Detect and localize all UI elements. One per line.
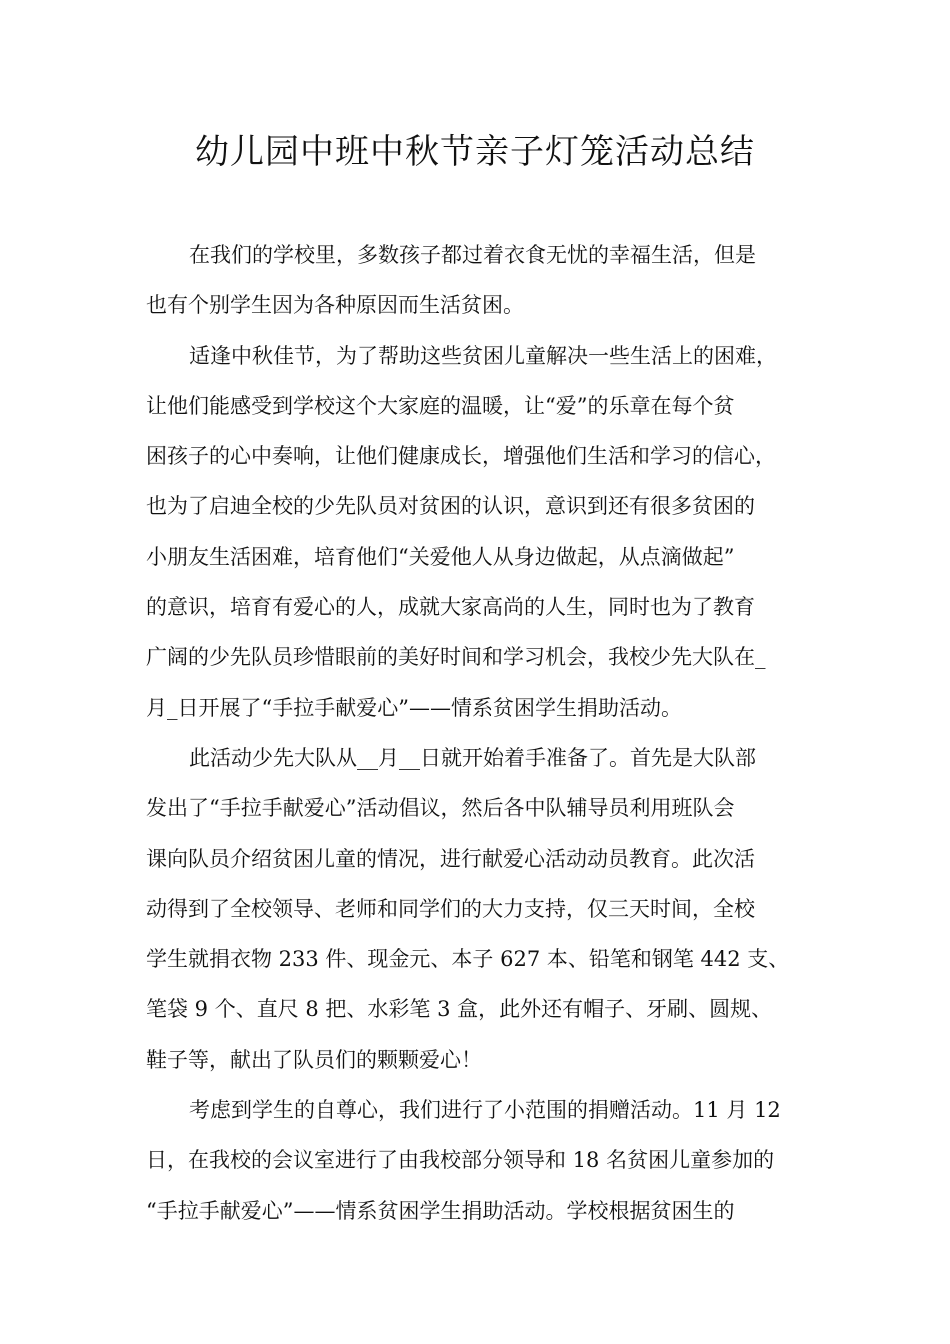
- body-line: 日，在我校的会议室进行了由我校部分领导和 18 名贫困儿童参加的: [146, 1148, 775, 1173]
- body-line: 困孩子的心中奏响，让他们健康成长，增强他们生活和学习的信心，: [146, 444, 776, 469]
- body-line: 月_日开展了“手拉手献爱心”——情系贫困学生捐助活动。: [146, 695, 682, 720]
- body-line: 在我们的学校里，多数孩子都过着衣食无忧的幸福生活，但是: [189, 243, 756, 267]
- document-title: 幼儿园中班中秋节亲子灯笼活动总结: [195, 132, 755, 172]
- body-line: 考虑到学生的自尊心，我们进行了小范围的捐赠活动。11 月 12: [189, 1098, 781, 1123]
- body-line: 课向队员介绍贫困儿童的情况，进行献爱心活动动员教育。此次活: [146, 846, 755, 871]
- body-line: 动得到了全校领导、老师和同学们的大力支持，仅三天时间，全校: [146, 896, 755, 921]
- body-line: 也有个别学生因为各种原因而生活贫困。: [146, 293, 524, 318]
- body-line: 让他们能感受到学校这个大家庭的温暖，让“爱”的乐章在每个贫: [146, 393, 735, 418]
- body-line: 也为了启迪全校的少先队员对贫困的认识，意识到还有很多贫困的: [146, 494, 755, 519]
- body-line: 小朋友生活困难，培育他们“关爱他人从身边做起，从点滴做起”: [146, 544, 735, 569]
- body-line: 学生就捐衣物 233 件、现金元、本子 627 本、铅笔和钢笔 442 支、: [146, 947, 790, 972]
- document-body: [146, 230, 814, 1236]
- body-line: 鞋子等，献出了队员们的颗颗爱心！: [146, 1047, 482, 1072]
- body-line: 笔袋 9 个、直尺 8 把、水彩笔 3 盒，此外还有帽子、牙刷、圆规、: [146, 997, 773, 1022]
- body-line: 发出了“手拉手献爱心”活动倡议，然后各中队辅导员利用班队会: [146, 796, 735, 821]
- body-line: 此活动少先大队从__月__日就开始着手准备了。首先是大队部: [189, 745, 756, 770]
- body-line: 广阔的少先队员珍惜眼前的美好时间和学习机会，我校少先大队在_: [146, 645, 766, 670]
- body-line: “手拉手献爱心”——情系贫困学生捐助活动。学校根据贫困生的: [146, 1198, 735, 1223]
- body-line: 的意识，培育有爱心的人，成就大家高尚的人生，同时也为了教育: [146, 595, 755, 620]
- body-line: 适逢中秋佳节，为了帮助这些贫困儿童解决一些生活上的困难，: [189, 343, 777, 368]
